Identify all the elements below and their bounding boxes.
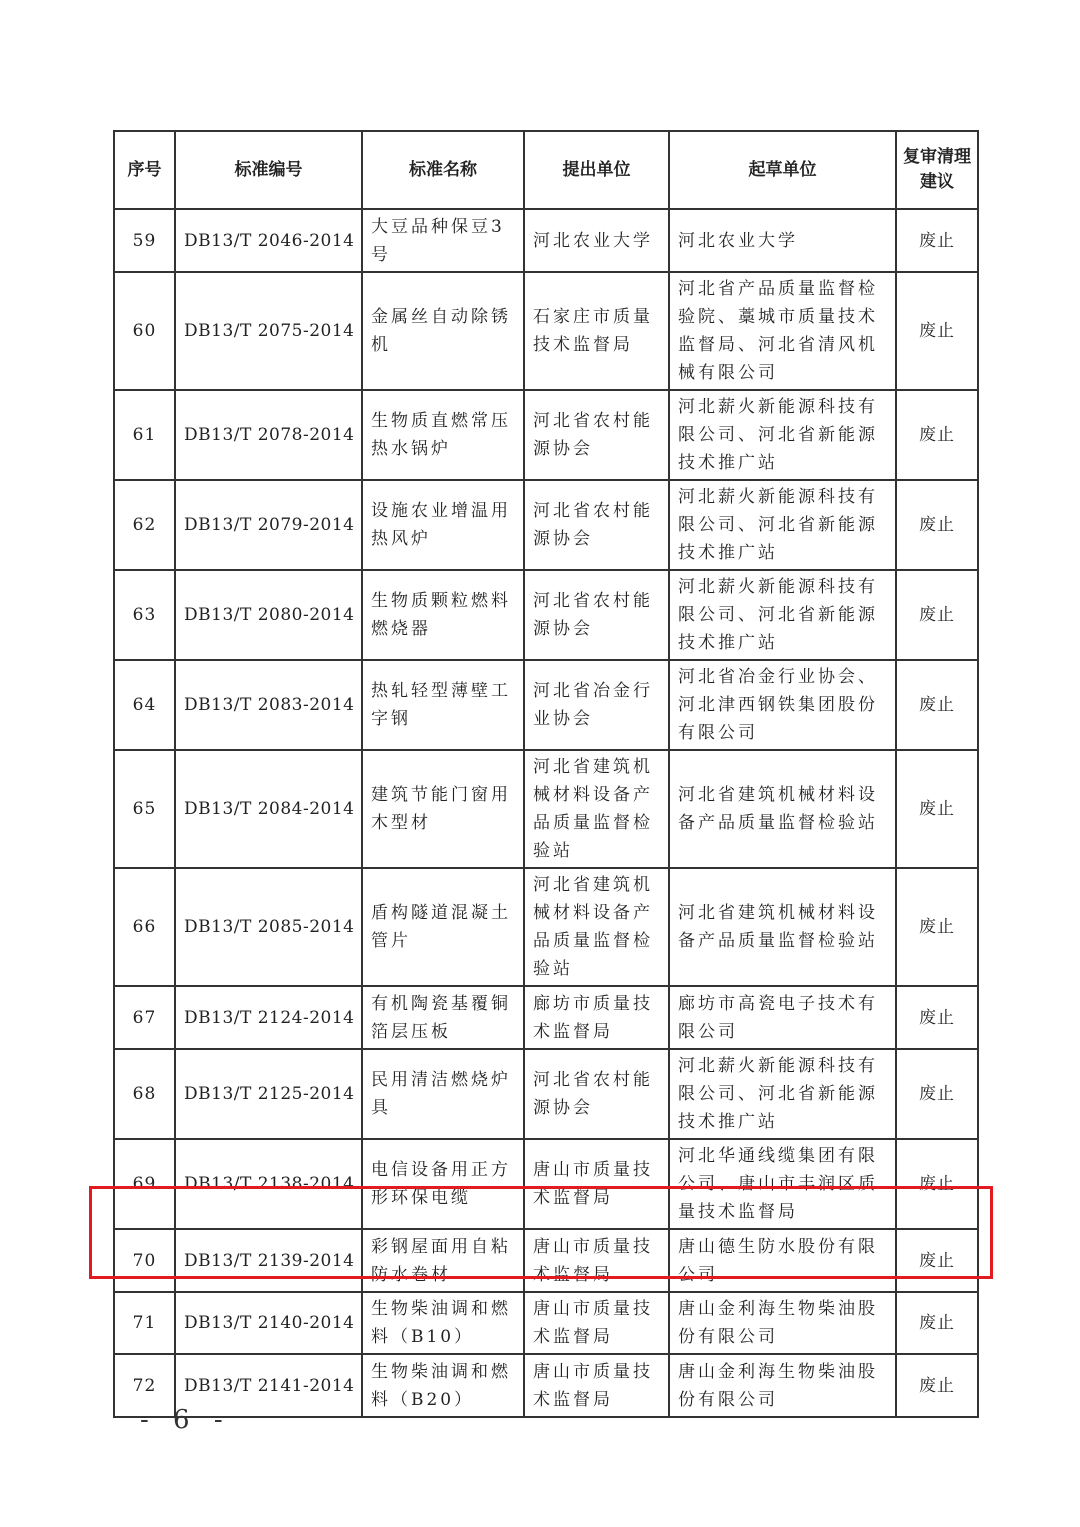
name-cell: 电信设备用正方形环保电缆 bbox=[362, 1139, 524, 1229]
proposer-cell: 唐山市质量技术监督局 bbox=[524, 1354, 669, 1417]
table-row bbox=[114, 390, 978, 480]
table-row bbox=[114, 1354, 978, 1417]
header-proposer: 提出单位 bbox=[524, 131, 669, 209]
header-drafter: 起草单位 bbox=[669, 131, 896, 209]
recommendation-cell: 废止 bbox=[896, 209, 978, 272]
recommendation-cell: 废止 bbox=[896, 1292, 978, 1354]
proposer-cell: 唐山市质量技术监督局 bbox=[524, 1139, 669, 1229]
drafter-cell: 河北省建筑机械材料设备产品质量监督检验站 bbox=[669, 868, 896, 986]
recommendation-cell: 废止 bbox=[896, 750, 978, 868]
header-code: 标准编号 bbox=[175, 131, 362, 209]
recommendation-cell: 废止 bbox=[896, 986, 978, 1049]
table-row bbox=[114, 660, 978, 750]
code-cell: DB13/T 2083-2014 bbox=[175, 660, 362, 750]
table-row bbox=[114, 272, 978, 390]
name-cell: 热轧轻型薄壁工字钢 bbox=[362, 660, 524, 750]
proposer-cell: 石家庄市质量技术监督局 bbox=[524, 272, 669, 390]
proposer-cell: 唐山市质量技术监督局 bbox=[524, 1292, 669, 1354]
proposer-cell: 唐山市质量技术监督局 bbox=[524, 1229, 669, 1292]
table-row bbox=[114, 986, 978, 1049]
table-row bbox=[114, 868, 978, 986]
drafter-cell: 唐山金利海生物柴油股份有限公司 bbox=[669, 1354, 896, 1417]
seq-cell: 61 bbox=[114, 390, 175, 480]
table-row bbox=[114, 1049, 978, 1139]
name-cell: 盾构隧道混凝土管片 bbox=[362, 868, 524, 986]
header-seq: 序号 bbox=[114, 131, 175, 209]
drafter-cell: 河北农业大学 bbox=[669, 209, 896, 272]
table-body bbox=[114, 209, 978, 1417]
recommendation-cell: 废止 bbox=[896, 868, 978, 986]
recommendation-cell: 废止 bbox=[896, 1139, 978, 1229]
seq-cell: 62 bbox=[114, 480, 175, 570]
drafter-cell: 廊坊市高瓷电子技术有限公司 bbox=[669, 986, 896, 1049]
code-cell: DB13/T 2139-2014 bbox=[175, 1229, 362, 1292]
recommendation-cell: 废止 bbox=[896, 570, 978, 660]
drafter-cell: 河北省产品质量监督检验院、藁城市质量技术监督局、河北省清风机械有限公司 bbox=[669, 272, 896, 390]
table-row bbox=[114, 1229, 978, 1292]
recommendation-cell: 废止 bbox=[896, 1049, 978, 1139]
standards-table bbox=[113, 130, 979, 1418]
proposer-cell: 河北省建筑机械材料设备产品质量监督检验站 bbox=[524, 868, 669, 986]
seq-cell: 68 bbox=[114, 1049, 175, 1139]
drafter-cell: 河北薪火新能源科技有限公司、河北省新能源技术推广站 bbox=[669, 1049, 896, 1139]
drafter-cell: 河北薪火新能源科技有限公司、河北省新能源技术推广站 bbox=[669, 570, 896, 660]
code-cell: DB13/T 2080-2014 bbox=[175, 570, 362, 660]
code-cell: DB13/T 2124-2014 bbox=[175, 986, 362, 1049]
table-row bbox=[114, 480, 978, 570]
code-cell: DB13/T 2085-2014 bbox=[175, 868, 362, 986]
name-cell: 生物质直燃常压热水锅炉 bbox=[362, 390, 524, 480]
drafter-cell: 河北薪火新能源科技有限公司、河北省新能源技术推广站 bbox=[669, 480, 896, 570]
seq-cell: 60 bbox=[114, 272, 175, 390]
seq-cell: 72 bbox=[114, 1354, 175, 1417]
code-cell: DB13/T 2075-2014 bbox=[175, 272, 362, 390]
drafter-cell: 河北省建筑机械材料设备产品质量监督检验站 bbox=[669, 750, 896, 868]
code-cell: DB13/T 2125-2014 bbox=[175, 1049, 362, 1139]
seq-cell: 66 bbox=[114, 868, 175, 986]
drafter-cell: 河北省冶金行业协会、河北津西钢铁集团股份有限公司 bbox=[669, 660, 896, 750]
code-cell: DB13/T 2078-2014 bbox=[175, 390, 362, 480]
name-cell: 彩钢屋面用自粘防水卷材 bbox=[362, 1229, 524, 1292]
table-row bbox=[114, 750, 978, 868]
proposer-cell: 河北省农村能源协会 bbox=[524, 390, 669, 480]
proposer-cell: 河北省冶金行业协会 bbox=[524, 660, 669, 750]
name-cell: 生物柴油调和燃料（B10） bbox=[362, 1292, 524, 1354]
name-cell: 民用清洁燃烧炉具 bbox=[362, 1049, 524, 1139]
drafter-cell: 唐山金利海生物柴油股份有限公司 bbox=[669, 1292, 896, 1354]
seq-cell: 69 bbox=[114, 1139, 175, 1229]
recommendation-cell: 废止 bbox=[896, 1229, 978, 1292]
proposer-cell: 河北省农村能源协会 bbox=[524, 570, 669, 660]
proposer-cell: 河北省农村能源协会 bbox=[524, 1049, 669, 1139]
page-number: - 6 - bbox=[140, 1405, 231, 1435]
seq-cell: 70 bbox=[114, 1229, 175, 1292]
code-cell: DB13/T 2140-2014 bbox=[175, 1292, 362, 1354]
recommendation-cell: 废止 bbox=[896, 480, 978, 570]
code-cell: DB13/T 2141-2014 bbox=[175, 1354, 362, 1417]
proposer-cell: 河北农业大学 bbox=[524, 209, 669, 272]
code-cell: DB13/T 2046-2014 bbox=[175, 209, 362, 272]
code-cell: DB13/T 2079-2014 bbox=[175, 480, 362, 570]
drafter-cell: 唐山德生防水股份有限公司 bbox=[669, 1229, 896, 1292]
name-cell: 设施农业增温用热风炉 bbox=[362, 480, 524, 570]
table-row bbox=[114, 1292, 978, 1354]
name-cell: 有机陶瓷基覆铜箔层压板 bbox=[362, 986, 524, 1049]
table-header-row bbox=[114, 131, 978, 209]
name-cell: 金属丝自动除锈机 bbox=[362, 272, 524, 390]
name-cell: 建筑节能门窗用木型材 bbox=[362, 750, 524, 868]
table-row bbox=[114, 1139, 978, 1229]
header-recommendation: 复审清理建议 bbox=[896, 131, 978, 209]
drafter-cell: 河北华通线缆集团有限公司、唐山市丰润区质量技术监督局 bbox=[669, 1139, 896, 1229]
recommendation-cell: 废止 bbox=[896, 272, 978, 390]
code-cell: DB13/T 2138-2014 bbox=[175, 1139, 362, 1229]
header-name: 标准名称 bbox=[362, 131, 524, 209]
seq-cell: 59 bbox=[114, 209, 175, 272]
seq-cell: 67 bbox=[114, 986, 175, 1049]
recommendation-cell: 废止 bbox=[896, 1354, 978, 1417]
recommendation-cell: 废止 bbox=[896, 660, 978, 750]
code-cell: DB13/T 2084-2014 bbox=[175, 750, 362, 868]
seq-cell: 64 bbox=[114, 660, 175, 750]
table-row bbox=[114, 209, 978, 272]
table-row bbox=[114, 570, 978, 660]
name-cell: 大豆品种保豆3号 bbox=[362, 209, 524, 272]
name-cell: 生物柴油调和燃料（B20） bbox=[362, 1354, 524, 1417]
proposer-cell: 河北省建筑机械材料设备产品质量监督检验站 bbox=[524, 750, 669, 868]
recommendation-cell: 废止 bbox=[896, 390, 978, 480]
seq-cell: 65 bbox=[114, 750, 175, 868]
seq-cell: 63 bbox=[114, 570, 175, 660]
seq-cell: 71 bbox=[114, 1292, 175, 1354]
drafter-cell: 河北薪火新能源科技有限公司、河北省新能源技术推广站 bbox=[669, 390, 896, 480]
proposer-cell: 廊坊市质量技术监督局 bbox=[524, 986, 669, 1049]
name-cell: 生物质颗粒燃料燃烧器 bbox=[362, 570, 524, 660]
proposer-cell: 河北省农村能源协会 bbox=[524, 480, 669, 570]
